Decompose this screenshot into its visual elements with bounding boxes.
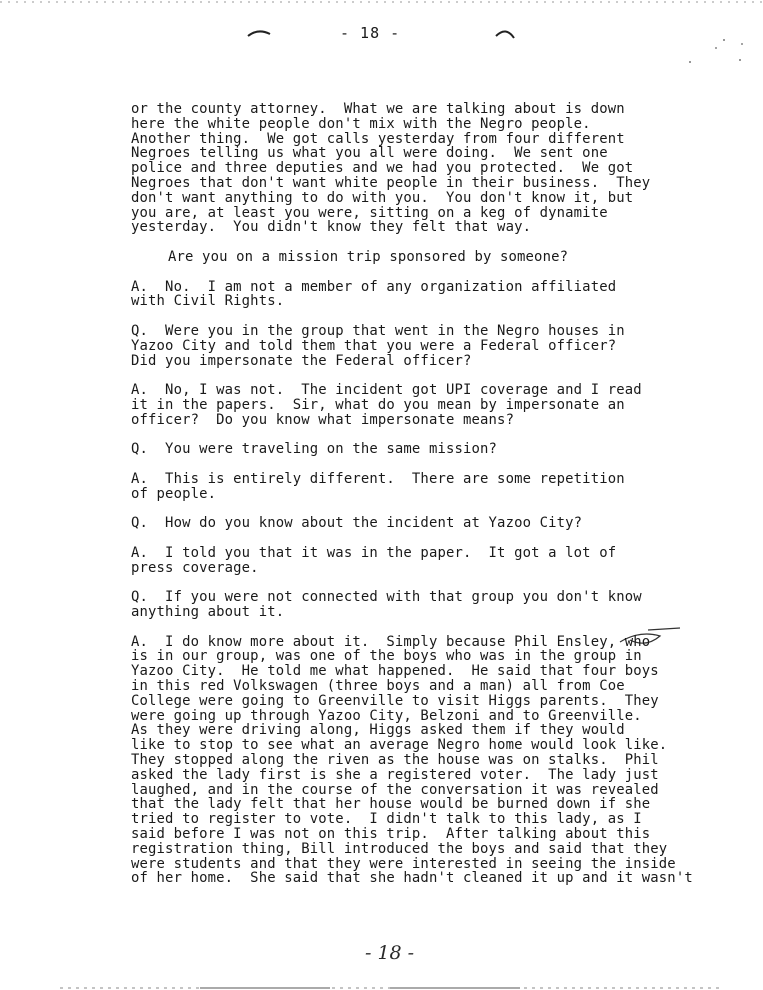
text-line: Q. You were traveling on the same mission? [131, 441, 498, 458]
text-line: anything about it. [131, 604, 285, 621]
text-line: Yazoo City. He told me what happened. He said that four boys [131, 663, 659, 680]
text-line: tried to register to vote. I didn't talk to this lady, as I [131, 811, 642, 828]
text-line: A. I told you that it was in the paper. It got a lot of [131, 544, 617, 561]
text-line: Q. If you were not connected with that group you don't know [131, 589, 642, 606]
top-right-bracket-mark [496, 31, 514, 38]
text-line: that the lady felt that her house would be burned down if she [131, 796, 651, 813]
text-line: said before I was not on this trip. After talking about this [131, 826, 651, 843]
text-line: or the county attorney. What we are talking about is down [131, 101, 625, 117]
transcript-body [131, 102, 741, 886]
paragraph-11 [131, 635, 741, 887]
text-line: A. No, I was not. The incident got UPI coverage and I read [131, 382, 642, 399]
paragraph-9 [131, 546, 741, 576]
paragraph-6 [131, 442, 741, 457]
text-line: of her home. She said that she hadn't cleaned it up and it wasn't [131, 870, 693, 887]
text-line: As they were driving along, Higgs asked them if they would [131, 722, 625, 739]
text-line: yesterday. You didn't know they felt that way. [131, 219, 532, 236]
text-line: Q. Were you in the group that went in the Negro houses in [131, 322, 625, 339]
handwritten-page-number: - 18 - [365, 942, 415, 964]
text-line: were going up through Yazoo City, Belzoni and to Greenville. [131, 707, 642, 724]
paragraph-3 [131, 280, 741, 310]
text-line: don't want anything to do with you. You don't know it, but [131, 189, 634, 206]
paragraph-10 [131, 590, 741, 620]
text-line: you are, at least you were, sitting on a keg of dynamite [131, 204, 608, 221]
text-line: Q. How do you know about the incident at Yazoo City? [131, 515, 583, 532]
text-line: A. No. I am not a member of any organization affiliated [131, 278, 617, 295]
text-line: press coverage. [131, 559, 259, 576]
text-line: asked the lady first is she a registered voter. The lady just [131, 766, 659, 783]
text-line: registration thing, Bill introduced the boys and said that they [131, 840, 668, 857]
text-line: police and three deputies and we had you protected. We got [131, 160, 634, 177]
text-line: College were going to Greenville to visit Higgs parents. They [131, 692, 659, 709]
text-line: They stopped along the riven as the house was on stalks. Phil [131, 752, 659, 769]
paragraph-2 [131, 250, 741, 265]
text-line: Negroes telling us what you all were doing. We sent one [131, 145, 608, 162]
text-line: A. This is entirely different. There are some repetition [131, 470, 625, 487]
text-line: with Civil Rights. [131, 293, 285, 310]
text-line: like to stop to see what an average Negro home would look like. [131, 737, 668, 754]
text-line: Did you impersonate the Federal officer? [131, 352, 472, 369]
paragraph-7 [131, 472, 741, 502]
text-line: A. I do know more about it. Simply because Phil Ensley, who [131, 633, 651, 650]
paragraph-4 [131, 324, 741, 368]
paragraph-8 [131, 516, 741, 531]
text-line: were students and that they were interested in seeing the inside [131, 855, 676, 872]
text-line: here the white people don't mix with the Negro people. [131, 115, 591, 132]
text-line: Negroes that don't want white people in their business. They [131, 174, 651, 191]
text-line: is in our group, was one of the boys who was in the group in [131, 648, 642, 665]
page-number: - 18 - [340, 24, 401, 42]
top-left-bracket-mark [248, 31, 270, 36]
text-line: in this red Volkswagen (three boys and a man) all from Coe [131, 678, 625, 695]
text-line: Yazoo City and told them that you were a Federal officer? [131, 337, 617, 354]
paragraph-5 [131, 383, 741, 427]
text-line: Another thing. We got calls yesterday from four different [131, 130, 625, 147]
paragraph-1 [131, 102, 741, 235]
text-line: Are you on a mission trip sponsored by someone? [168, 248, 569, 265]
text-line: of people. [131, 485, 217, 502]
text-line: it in the papers. Sir, what do you mean by impersonate an [131, 396, 625, 413]
text-line: laughed, and in the course of the conversation it was revealed [131, 781, 659, 798]
text-line: officer? Do you know what impersonate means? [131, 411, 515, 428]
